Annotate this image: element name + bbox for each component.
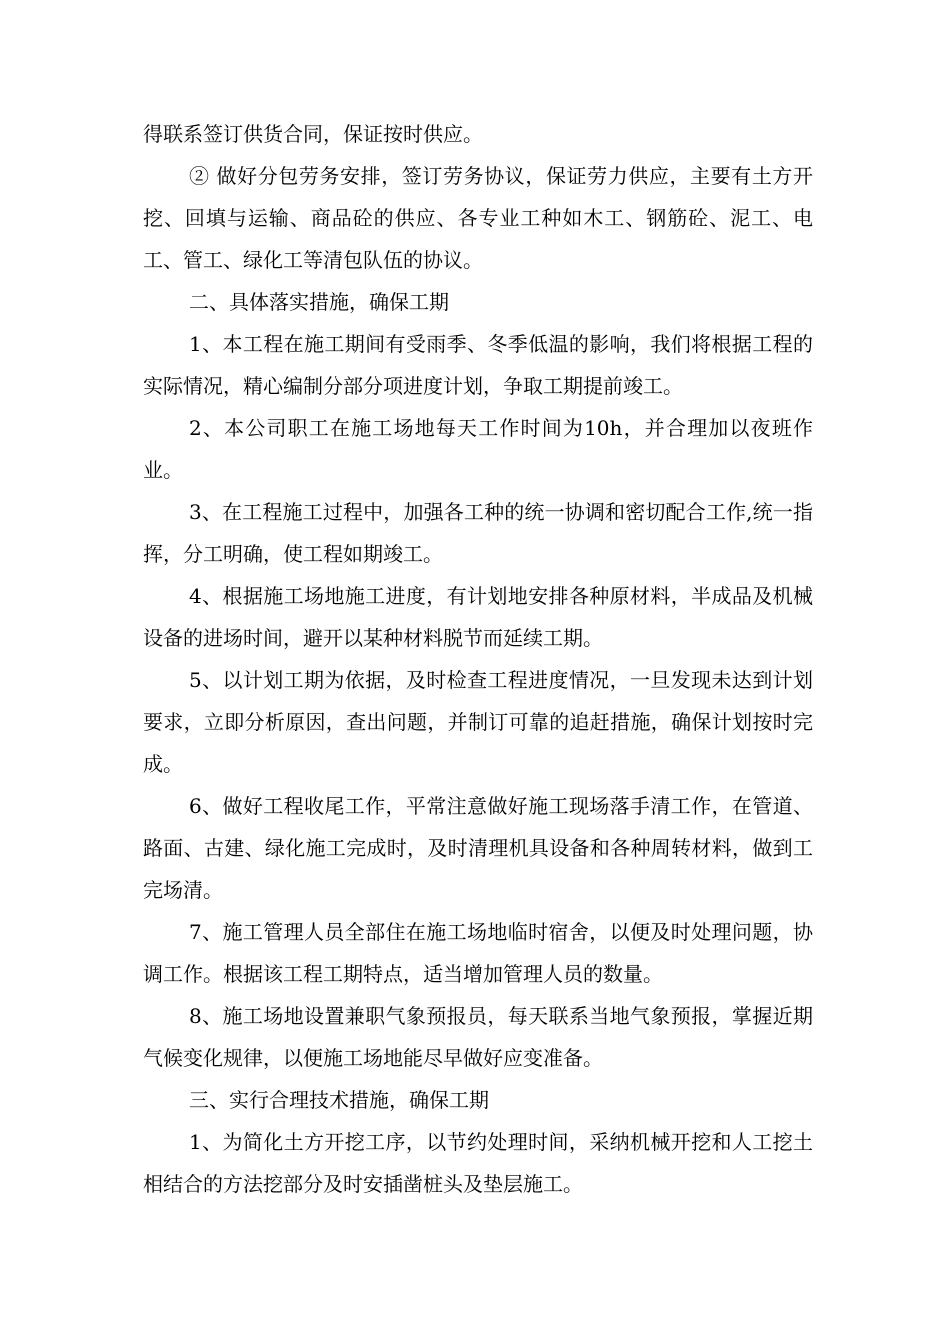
paragraph-item-7: 7、施工管理人员全部住在施工场地临时宿舍，以便及时处理问题，协调工作。根据该工程工期特点，适当增加管理人员的数量。 — [143, 920, 813, 986]
paragraph-supply-contract: 得联系签订供货合同，保证按时供应。 — [143, 122, 483, 146]
paragraph-item-1: 1、本工程在施工期间有受雨季、冬季低温的影响，我们将根据工程的实际情况，精心编制分部分项进度计划，争取工期提前竣工。 — [143, 332, 813, 398]
paragraph-tech-item-1: 1、为简化土方开挖工序，以节约处理时间，采纳机械开挖和人工挖土相结合的方法挖部分及时安插凿桩头及垫层施工。 — [143, 1130, 813, 1196]
section-heading-2: 二、具体落实措施，确保工期 — [189, 290, 449, 314]
paragraph-item-4: 4、根据施工场地施工进度，有计划地安排各种原材料，半成品及机械设备的进场时间，避开以某种材料脱节而延续工期。 — [143, 584, 813, 650]
paragraph-item-8: 8、施工场地设置兼职气象预报员，每天联系当地气象预报，掌握近期气候变化规律，以便施工场地能尽早做好应变准备。 — [143, 1004, 813, 1070]
paragraph-item-5: 5、以计划工期为依据，及时检查工程进度情况，一旦发现未达到计划要求，立即分析原因，查出问题，并制订可靠的追赶措施，确保计划按时完成。 — [143, 668, 813, 776]
document-body — [143, 113, 813, 1205]
paragraph-item-2: 2、本公司职工在施工场地每天工作时间为10h，并合理加以夜班作业。 — [143, 416, 813, 482]
section-heading-3: 三、实行合理技术措施，确保工期 — [189, 1088, 489, 1112]
paragraph-item-3: 3、在工程施工过程中，加强各工种的统一协调和密切配合工作,统一指挥，分工明确，使工程如期竣工。 — [143, 500, 813, 566]
paragraph-item-6: 6、做好工程收尾工作，平常注意做好施工现场落手清工作，在管道、路面、古建、绿化施工完成时，及时清理机具设备和各种周转材料，做到工完场清。 — [143, 794, 813, 902]
paragraph-labor-arrangement: ② 做好分包劳务安排，签订劳务协议，保证劳力供应，主要有土方开挖、回填与运输、商品砼的供应、各专业工种如木工、钢筋砼、泥工、电工、管工、绿化工等清包队伍的协议。 — [143, 164, 813, 272]
